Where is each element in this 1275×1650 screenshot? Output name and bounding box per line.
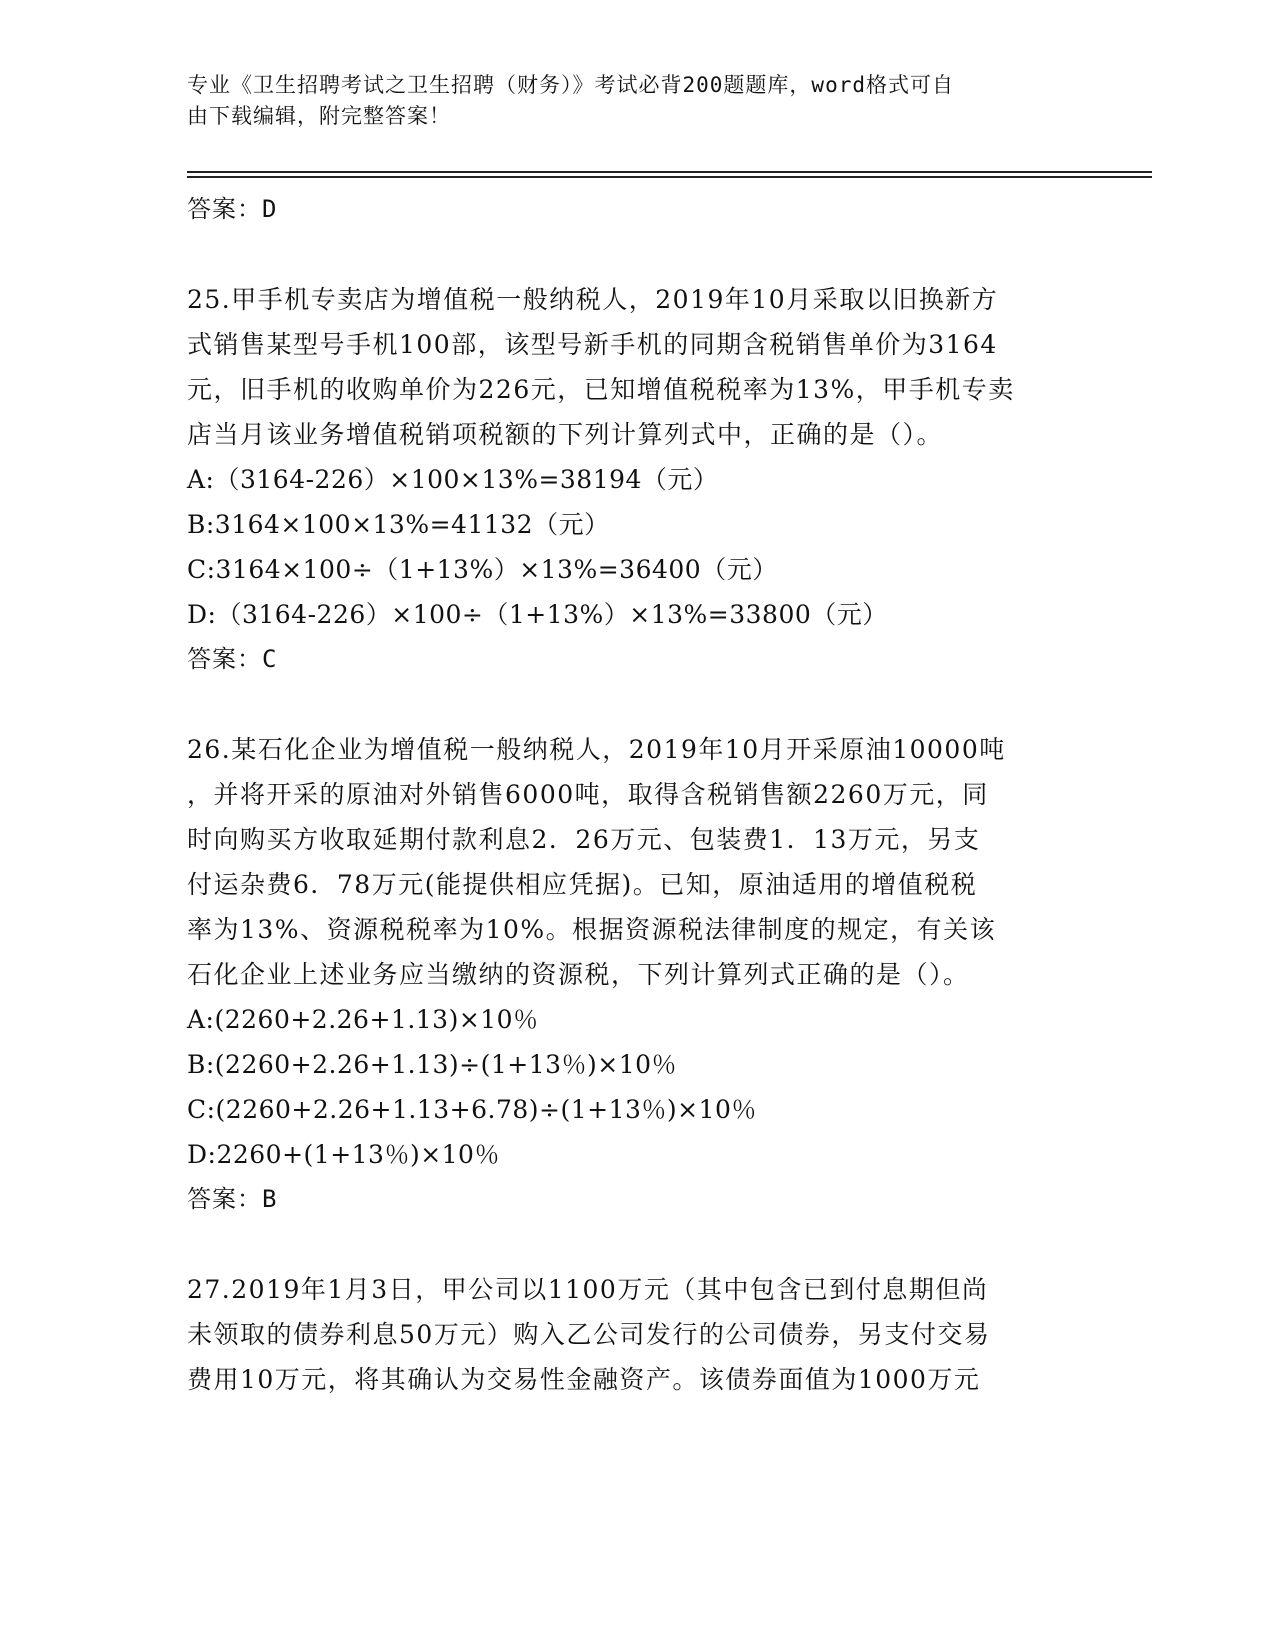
question-26 [187, 727, 1067, 1222]
question-text-line: 25.甲手机专卖店为增值税一般纳税人，2019年10月采取以旧换新方 [187, 285, 999, 314]
answer-label: 答案：C [187, 645, 278, 673]
question-27 [187, 1267, 1067, 1402]
question-text-line: 未领取的债券利息50万元）购入乙公司发行的公司债券，另支付交易 [187, 1320, 991, 1349]
header-line-2: 由下载编辑，附完整答案！ [187, 104, 451, 128]
header-divider-1 [187, 171, 1152, 173]
option-d: D:（3164-226）×100÷（1+13%）×13%=33800（元） [187, 600, 888, 629]
question-text-line: 店当月该业务增值税销项税额的下列计算列式中，正确的是（）。 [187, 420, 944, 449]
question-text-line: 式销售某型号手机100部，该型号新手机的同期含税销售单价为3164 [187, 330, 998, 359]
option-c: C:3164×100÷（1+13%）×13%=36400（元） [187, 555, 778, 584]
question-list [187, 187, 1067, 1402]
answer-label: 答案：B [187, 1185, 278, 1213]
question-text-line: 费用10万元，将其确认为交易性金融资产。该债券面值为1000万元 [187, 1365, 981, 1394]
option-a: A:（3164-226）×100×13%=38194（元） [187, 465, 719, 494]
header-divider-2 [187, 176, 1152, 178]
spacer [187, 682, 1067, 727]
question-text-line: ，并将开采的原油对外销售6000吨，取得含税销售额2260万元，同 [187, 780, 989, 809]
question-text-line: 率为13%、资源税税率为10%。根据资源税法律制度的规定，有关该 [187, 915, 997, 944]
option-a: A:(2260+2.26+1.13)×10％ [187, 1005, 539, 1034]
question-text-line: 26.某石化企业为增值税一般纳税人，2019年10月开采原油10000吨 [187, 735, 1006, 764]
header-line-1: 专业《卫生招聘考试之卫生招聘（财务）》考试必背200题题库，word格式可自 [187, 73, 954, 97]
spacer [187, 1222, 1067, 1267]
question-text-line: 石化企业上述业务应当缴纳的资源税，下列计算列式正确的是（）。 [187, 960, 970, 989]
question-text-line: 付运杂费6．78万元(能提供相应凭据)。已知，原油适用的增值税税 [187, 870, 978, 899]
option-b: B:3164×100×13%=41132（元） [187, 510, 610, 539]
question-text-line: 时向购买方收取延期付款利息2．26万元、包装费1．13万元，另支 [187, 825, 981, 854]
spacer [187, 232, 1067, 277]
option-d: D:2260+(1+13％)×10％ [187, 1140, 500, 1169]
page-header [187, 70, 1067, 132]
question-25 [187, 277, 1067, 682]
question-text-line: 元，旧手机的收购单价为226元，已知增值税税率为13%，甲手机专卖 [187, 375, 1015, 404]
option-c: C:(2260+2.26+1.13+6.78)÷(1+13％)×10％ [187, 1095, 757, 1124]
question-text-line: 27.2019年1月3日，甲公司以1100万元（其中包含已到付息期但尚 [187, 1275, 989, 1304]
previous-answer: 答案：D [187, 195, 278, 223]
option-b: B:(2260+2.26+1.13)÷(1+13％)×10％ [187, 1050, 678, 1079]
